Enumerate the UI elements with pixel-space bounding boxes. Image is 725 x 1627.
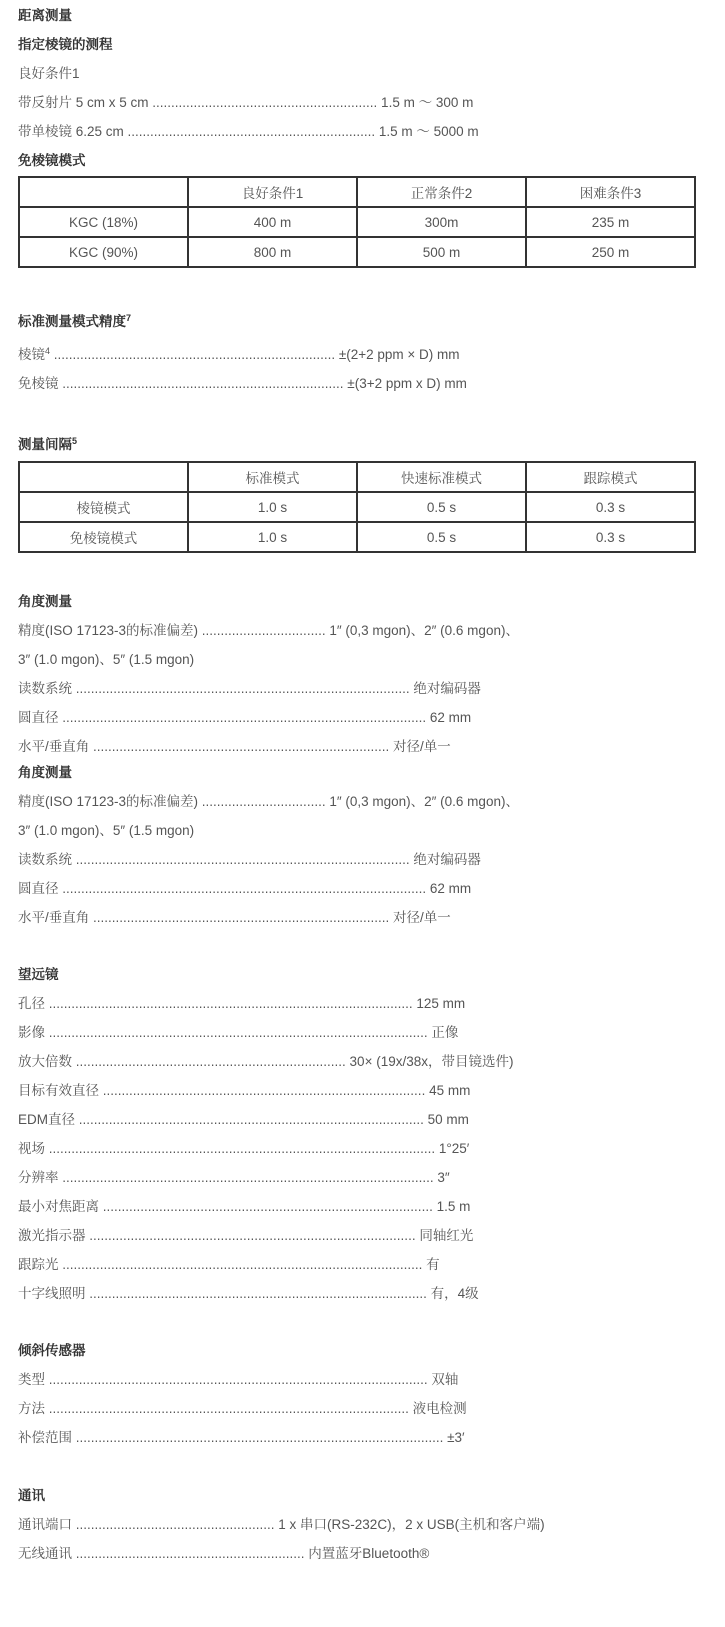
angle-precision-spec: 精度(ISO 17123-3的标准偏差) ................................. 1″ (0,3 mgon)、2″ (0.6 mgon)、 [18,794,519,809]
table-header-cell: 良好条件1 [188,177,357,207]
table-cell: KGC (18%) [19,207,188,237]
table-cell: 免棱镜模式 [19,522,188,552]
table-header-row [19,462,695,492]
good-conditions-label: 良好条件1 [18,66,80,81]
comm-port-spec: 通讯端口 ..................................................... 1 x 串口(RS-232C)，2 x USB(主机和客户端) [18,1517,545,1532]
aperture-spec: 孔径 ................................................................................................. 125 mm [18,996,466,1011]
reading-system-spec: 读数系统 ......................................................................................... 绝对编码器 [18,681,481,696]
table-cell: KGC (90%) [19,237,188,267]
table-cell: 400 m [188,207,357,237]
circle-diameter-spec: 圆直径 ................................................................................................. 62 mm [18,881,472,896]
distance-heading: 距离测量 [18,8,72,23]
laser-pointer-spec: 激光指示器 ....................................................................................... 同轴红光 [18,1228,474,1243]
reticle-illumination-spec: 十字线照明 .......................................................................................... 有，4级 [18,1286,479,1301]
table-cell: 0.5 s [357,522,526,552]
prism-accuracy-spec [18,345,460,365]
prismless-accuracy-spec: 免棱镜 ........................................................................... ±(3+2 ppm x D) mm [18,376,467,391]
accuracy-heading [18,312,131,332]
tracking-light-spec: 跟踪光 ................................................................................................ 有 [18,1257,440,1272]
communication-heading: 通讯 [18,1488,45,1503]
angle-precision-spec-cont: 3″ (1.0 mgon)、5″ (1.5 mgon) [18,823,195,838]
table-header-cell: 困难条件3 [526,177,695,207]
tilt-method-spec: 方法 ................................................................................................ 液电检测 [18,1401,467,1416]
table-cell: 500 m [357,237,526,267]
field-of-view-spec: 视场 ....................................................................................................... 1°25′ [18,1141,470,1156]
angle-precision-spec-cont: 3″ (1.0 mgon)、5″ (1.5 mgon) [18,652,195,667]
min-focus-spec: 最小对焦距离 ........................................................................................ 1.5 m [18,1199,471,1214]
hv-angle-spec: 水平/垂直角 ............................................................................... 对径/单一 [18,739,451,754]
table-row [19,522,695,552]
footnote-marker: 4 [45,346,51,356]
wireless-spec: 无线通讯 ............................................................. 内置蓝牙Bluetooth® [18,1546,430,1561]
image-spec: 影像 ..................................................................................................... 正像 [18,1025,459,1040]
table-header-row [19,177,695,207]
table-cell: 1.0 s [188,522,357,552]
single-prism-spec: 带单棱镜 6.25 cm .................................................................. 1.5 m ～ 5000 m [18,124,479,139]
table-header-cell: 跟踪模式 [526,462,695,492]
circle-diameter-spec: 圆直径 ................................................................................................. 62 mm [18,710,472,725]
accuracy-heading-text: 标准测量模式精度 [18,314,126,329]
table-header-cell: 标准模式 [188,462,357,492]
interval-heading [18,435,77,455]
prism-accuracy-value: ........................................................................... ±(2+2 ppm × D) mm [50,347,460,362]
table-cell: 棱镜模式 [19,492,188,522]
table-cell: 235 m [526,207,695,237]
hv-angle-spec: 水平/垂直角 ............................................................................... 对径/单一 [18,910,451,925]
table-cell: 0.5 s [357,492,526,522]
table-header-cell: 快速标准模式 [357,462,526,492]
resolution-spec: 分辨率 ................................................................................................... 3″ [18,1170,450,1185]
prism-accuracy-label: 棱镜 [18,347,45,362]
telescope-heading: 望远镜 [18,967,59,982]
interval-table [18,461,696,553]
table-row [19,207,695,237]
table-header-cell: 正常条件2 [357,177,526,207]
angle-heading: 角度测量 [18,594,72,609]
footnote-marker: 7 [126,313,132,323]
table-row [19,492,695,522]
magnification-spec: 放大倍数 ........................................................................ 30× (19x/38x，带目镜选件) [18,1054,514,1069]
table-cell: 800 m [188,237,357,267]
tilt-sensor-heading: 倾斜传感器 [18,1343,86,1358]
prismless-range-table [18,176,696,268]
table-cell: 0.3 s [526,522,695,552]
table-header-cell [19,177,188,207]
target-diameter-spec: 目标有效直径 ...................................................................................... 45 mm [18,1083,471,1098]
reflector-sheet-spec: 带反射片 5 cm x 5 cm ............................................................ 1.5 m ～ 300 m [18,95,474,110]
table-cell: 0.3 s [526,492,695,522]
table-header-cell [19,462,188,492]
prism-range-heading: 指定棱镜的测程 [18,37,113,52]
angle-precision-spec: 精度(ISO 17123-3的标准偏差) ................................. 1″ (0,3 mgon)、2″ (0.6 mgon)、 [18,623,519,638]
prismless-heading: 免棱镜模式 [18,153,86,168]
table-row [19,237,695,267]
table-cell: 300m [357,207,526,237]
footnote-marker: 5 [72,436,78,446]
angle-heading: 角度测量 [18,765,72,780]
edm-diameter-spec: EDM直径 ............................................................................................ 50 mm [18,1112,469,1127]
reading-system-spec: 读数系统 ......................................................................................... 绝对编码器 [18,852,481,867]
interval-heading-text: 测量间隔 [18,437,72,452]
compensation-range-spec: 补偿范围 .................................................................................................. ±3′ [18,1430,465,1445]
table-cell: 250 m [526,237,695,267]
table-cell: 1.0 s [188,492,357,522]
tilt-type-spec: 类型 ..................................................................................................... 双轴 [18,1372,459,1387]
